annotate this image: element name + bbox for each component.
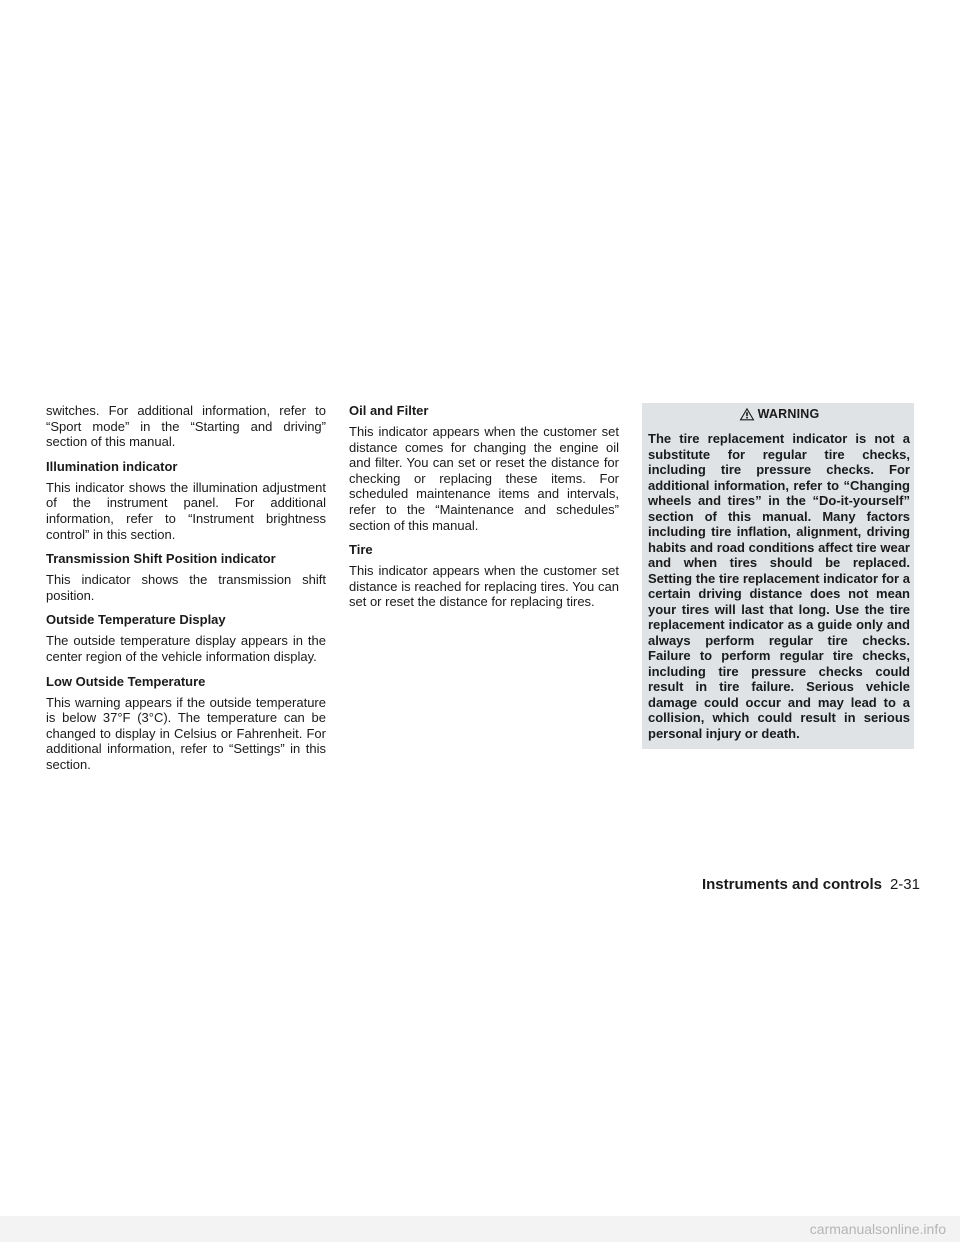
page-footer [690,876,920,893]
intro-paragraph: switches. For additional information, refer to “Sport mode” in the “Starting and driving” section of this manual. [46,403,326,450]
heading-outside-temperature-display: Outside Temperature Display [46,612,226,628]
warning-title: WARNING [757,407,820,421]
text-column-1 [46,403,326,782]
text-column-2 [349,403,619,619]
paragraph-transmission-shift-position: This indicator shows the transmission shift position. [46,572,326,603]
warning-column [642,403,914,749]
warning-text: The tire replacement indicator is not a substitute for regular tire checks, including tire pressure checks. For additional information, refer to “Changing wheels and tires” in the “Do-it-yourself” section of this manual. Many factors including tire inflation, alignment, driving habits and road conditions affect tire wear and when tires should be replaced. Setting the tire replacement indicator for a certain driving distance does not mean your tires will last that long. Use the tire replacement indicator as a guide only and always perform regular tire checks. Failure to perform regular tire checks, including tire pressure checks could result in tire failure. Serious vehicle damage could occur and may lead to a collision, which could result in serious personal injury or death. [648,431,910,741]
paragraph-tire: This indicator appears when the customer set distance is reached for replacing tires. You can set or reset the distance for replacing tires. [349,563,619,610]
paragraph-oil-and-filter: This indicator appears when the customer set distance comes for changing the engine oil and filter. You can set or reset the distance for checking or replacing these items. For scheduled maintenance items and intervals, refer to the “Maintenance and schedules” section of this manual. [349,424,619,533]
paragraph-low-outside-temperature: This warning appears if the outside temperature is below 37°F (3°C). The temperature can be changed to display in Celsius or Fahrenheit. For additional information, refer to “Settings” in this section. [46,694,326,772]
watermark [0,1216,960,1242]
warning-header [648,403,910,425]
paragraph-outside-temperature-display: The outside temperature display appears in the center region of the vehicle information display. [46,633,326,664]
heading-oil-and-filter: Oil and Filter [349,403,429,418]
warning-triangle-icon [739,407,755,421]
paragraph-illumination-indicator: This indicator shows the illumination adjustment of the instrument panel. For additional information, refer to “Instrument brightness control” in this section. [46,479,326,542]
heading-illumination-indicator: Illumination indicator [46,458,178,474]
watermark-text: carmanualsonline.info [809,1221,946,1237]
heading-transmission-shift-position: Transmission Shift Position indicator [46,551,276,567]
heading-tire: Tire [349,542,373,558]
footer-section-title: Instruments and controls [701,876,882,893]
warning-box [642,403,914,749]
page-number: 2-31 [889,876,920,893]
heading-low-outside-temperature: Low Outside Temperature [46,673,206,689]
